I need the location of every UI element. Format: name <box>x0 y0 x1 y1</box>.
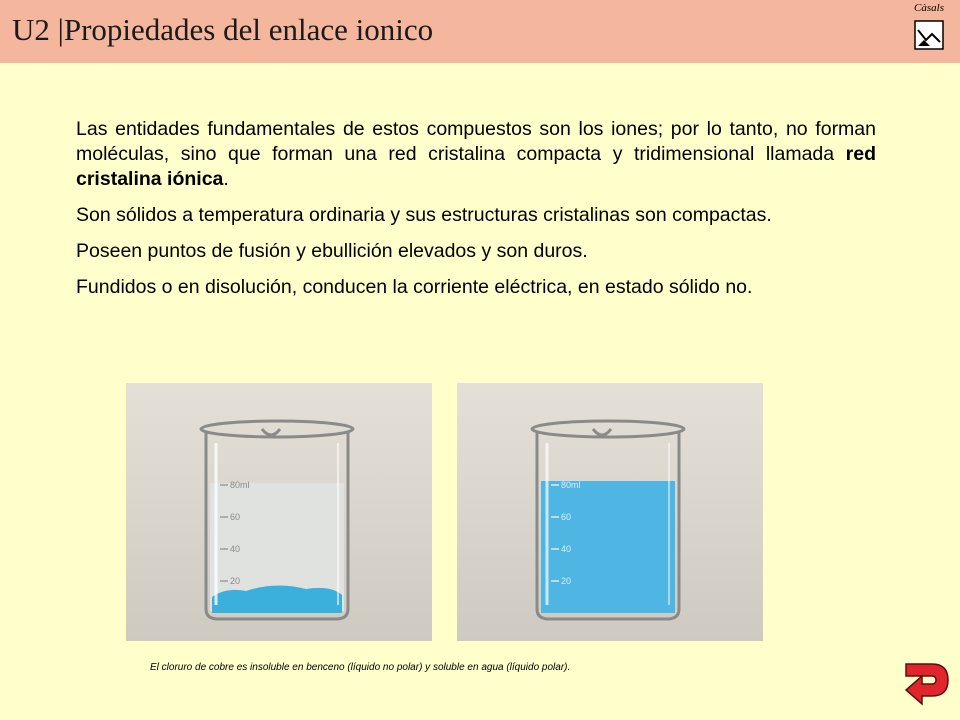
mark-40: 40 <box>230 544 241 554</box>
main-text <box>76 117 876 311</box>
paragraph-1-text: Las entidades fundamentales de estos compuestos son los iones; por lo tanto, no forman moléculas, sino que forman una red cristalina compacta y tridimensional llamada <box>76 118 876 165</box>
page-title: U2 |Propiedades del enlace ionico <box>12 12 434 47</box>
mark-40: 40 <box>561 544 572 554</box>
paragraph-1-bold: red cristalina iónica <box>76 143 876 190</box>
publisher-logo <box>906 2 952 52</box>
return-arrow-icon <box>900 656 956 708</box>
mark-60: 60 <box>561 512 572 522</box>
logo-graph-icon <box>914 20 944 50</box>
paragraph-4: Fundidos o en disolución, conducen la corriente eléctrica, en estado sólido no. <box>76 276 753 298</box>
logo-text: Càsals <box>914 2 944 14</box>
mark-80: 80ml <box>230 480 250 490</box>
paragraph-1-end: . <box>223 168 229 190</box>
mark-20: 20 <box>230 576 241 586</box>
mark-80: 80ml <box>561 480 581 490</box>
return-arrow-button[interactable] <box>900 656 956 708</box>
mark-20: 20 <box>561 576 572 586</box>
photo-beaker-water <box>457 383 763 641</box>
header-bar <box>0 0 960 63</box>
paragraph-3: Poseen puntos de fusión y ebullición elevados y son duros. <box>76 240 588 262</box>
paragraph-2: Son sólidos a temperatura ordinaria y sus estructuras cristalinas son compactas. <box>76 204 772 226</box>
photo-beaker-benzene <box>126 383 432 641</box>
paragraph-1 <box>76 117 876 192</box>
photo-caption: El cloruro de cobre es insoluble en benceno (líquido no polar) y soluble en agua (líquido polar). <box>150 662 571 673</box>
mark-60: 60 <box>230 512 241 522</box>
